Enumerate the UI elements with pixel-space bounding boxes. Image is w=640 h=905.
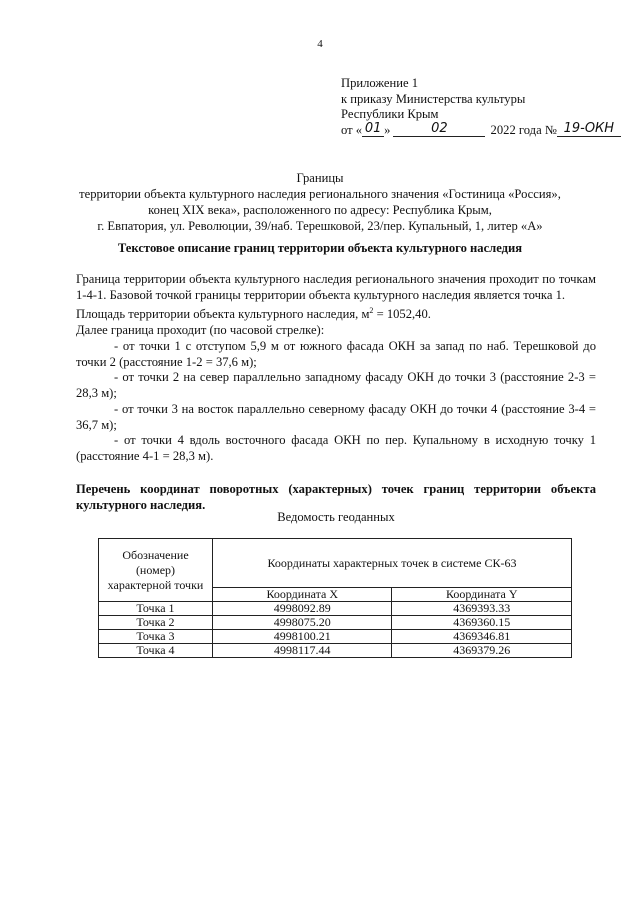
col-y-header: Координата Y [392, 588, 572, 602]
date-year: 2022 года № [490, 122, 557, 137]
date-prefix: от « [341, 122, 363, 137]
y-cell: 4369393.33 [392, 602, 572, 616]
appendix-block [341, 76, 621, 138]
table-caption: Ведомость геоданных [277, 510, 395, 524]
table-row [99, 630, 572, 644]
area-label: Площадь территории объекта культурного наследия, м [76, 307, 370, 322]
col-point-header: Обозначение (номер) характерной точки [99, 539, 213, 602]
col-x-header: Координата X [213, 588, 392, 602]
date-mid: » [384, 122, 391, 137]
appendix-line-1: Приложение 1 [341, 76, 419, 90]
appendix-line-2: к приказу Министерства культуры [341, 91, 526, 106]
point-cell: Точка 4 [99, 644, 213, 658]
y-cell: 4369379.26 [392, 644, 572, 658]
coords-heading: Перечень координат поворотных (характерных) точек границ территории объекта культурного наследия. [76, 482, 596, 512]
point-cell: Точка 3 [99, 630, 213, 644]
area-value: = 1052,40. [373, 307, 431, 322]
area-superscript: 2 [369, 306, 374, 316]
boundary-description [76, 272, 596, 465]
area-line [76, 303, 596, 323]
section-heading: Текстовое описание границ территории объекта культурного наследия [117, 241, 523, 255]
x-cell: 4998075.20 [213, 616, 392, 630]
appendix-date-line [341, 120, 621, 139]
x-cell: 4998117.44 [213, 644, 392, 658]
direction-intro: Далее граница проходит (по часовой стрелке): [76, 323, 325, 338]
date-month: 02 [431, 120, 448, 136]
table-row [99, 644, 572, 658]
title-line-2: территории объекта культурного наследия регионального значения «Гостиница «Россия», [79, 187, 561, 201]
x-cell: 4998100.21 [213, 630, 392, 644]
segment-item-3: - от точки 3 на восток параллельно северному фасаду ОКН до точки 4 (расстояние 3-4 = 36,7 м); [76, 401, 596, 432]
title-line-4: г. Евпатория, ул. Революции, 39/наб. Терешковой, 23/пер. Купальный, 1, литер «А» [97, 219, 543, 233]
segment-item-1: - от точки 1 с отступом 5,9 м от южного фасада ОКН за запад по наб. Терешковой до точки 2 (расстояние 1-2 = 37,6 м); [76, 339, 596, 369]
boundary-paragraph: Граница территории объекта культурного наследия регионального значения проходит по точкам 1-4-1. Базовой точкой границы территории объекта культурного наследия является точка 1. [76, 272, 596, 302]
coords-group-header: Координаты характерных точек в системе СК-63 [213, 539, 572, 588]
page-number: 4 [317, 38, 323, 50]
point-cell: Точка 1 [99, 602, 213, 616]
segment-item-4: - от точки 4 вдоль восточного фасада ОКН по пер. Купальному в исходную точку 1 (расстояние 4-1 = 28,3 м). [76, 433, 596, 463]
point-cell: Точка 2 [99, 616, 213, 630]
title-line-1: Границы [296, 171, 344, 185]
date-day: 01 [364, 120, 382, 136]
table-row [99, 602, 572, 616]
y-cell: 4369360.15 [392, 616, 572, 630]
order-number: 19-ОКН [563, 120, 615, 136]
table-row [99, 616, 572, 630]
document-title [0, 170, 640, 234]
appendix-line-3: Республики Крым [341, 107, 439, 121]
title-line-3: конец XIX века», расположенного по адресу: Республика Крым, [148, 203, 492, 217]
x-cell: 4998092.89 [213, 602, 392, 616]
geodata-table [98, 538, 572, 658]
y-cell: 4369346.81 [392, 630, 572, 644]
segment-item-2: - от точки 2 на север параллельно западному фасаду ОКН до точки 3 (расстояние 2-3 = 28,3 м); [76, 370, 596, 401]
